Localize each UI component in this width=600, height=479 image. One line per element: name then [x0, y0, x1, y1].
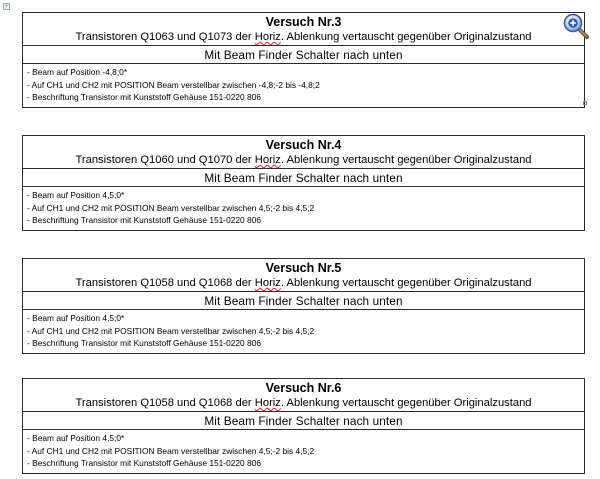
- note-line: - Auf CH1 und CH2 mit POSITION Beam verstellbar zwischen 4,5;-2 bis 4,5;2: [27, 445, 315, 456]
- header-cell: [23, 259, 585, 292]
- header-cell: [23, 379, 585, 412]
- versuch-table: [22, 378, 585, 474]
- zoom-in-icon[interactable]: [562, 12, 590, 40]
- note-line: - Beam auf Position 4,5;0*: [27, 190, 125, 200]
- block-subtitle: [23, 396, 584, 410]
- note-line: - Beschriftung Transistor mit Kunststoff Gehäuse 151-0220 806: [27, 458, 262, 468]
- subtitle-text: Transistoren Q1058 und Q1068 der: [75, 277, 255, 289]
- table-move-handle-icon[interactable]: +: [4, 3, 10, 10]
- header-cell: [23, 13, 585, 46]
- note-line: - Auf CH1 und CH2 mit POSITION Beam verstellbar zwischen 4,5;-2 bis 4,5;2: [27, 202, 315, 213]
- versuch-table: [22, 258, 585, 354]
- note-line: - Beam auf Position 4,5;0*: [27, 433, 125, 443]
- beam-finder-row: Mit Beam Finder Schalter nach unten: [23, 412, 585, 430]
- versuch-block-4: [22, 135, 585, 231]
- table-resize-handle[interactable]: [583, 101, 587, 105]
- subtitle-text: . Ablenkung vertauscht gegenüber Originalzustand: [280, 31, 532, 43]
- note-line: - Auf CH1 und CH2 mit POSITION Beam verstellbar zwischen -4,8;-2 bis -4,8;2: [27, 79, 320, 90]
- header-cell: [23, 136, 585, 169]
- subtitle-text: . Ablenkung vertauscht gegenüber Originalzustand: [280, 154, 532, 166]
- notes-cell: [23, 430, 585, 474]
- versuch-block-5: [22, 258, 585, 354]
- block-title: Versuch Nr.4: [265, 138, 342, 152]
- spellcheck-word: Horiz: [254, 397, 281, 409]
- beam-finder-row: Mit Beam Finder Schalter nach unten: [23, 46, 585, 64]
- subtitle-text: Transistoren Q1063 und Q1073 der: [75, 31, 255, 43]
- beam-finder-row: Mit Beam Finder Schalter nach unten: [23, 169, 585, 187]
- spellcheck-word: Horiz: [254, 154, 281, 166]
- note-line: - Beschriftung Transistor mit Kunststoff Gehäuse 151-0220 806: [27, 92, 262, 102]
- versuch-table: [22, 135, 585, 231]
- spellcheck-word: Horiz: [254, 277, 281, 289]
- notes-cell: [23, 187, 585, 231]
- block-subtitle: [23, 153, 584, 167]
- versuch-table: [22, 12, 585, 108]
- block-subtitle: [23, 276, 584, 290]
- block-title: Versuch Nr.3: [265, 15, 342, 29]
- subtitle-text: Transistoren Q1058 und Q1068 der: [75, 397, 255, 409]
- notes-cell: [23, 310, 585, 354]
- notes-cell: [23, 64, 585, 108]
- block-title: Versuch Nr.5: [265, 261, 342, 275]
- versuch-block-6: [22, 378, 585, 474]
- subtitle-text: . Ablenkung vertauscht gegenüber Originalzustand: [280, 277, 532, 289]
- block-subtitle: [23, 30, 584, 44]
- versuch-block-3: [22, 12, 585, 108]
- note-line: - Auf CH1 und CH2 mit POSITION Beam verstellbar zwischen 4,5;-2 bis 4,5;2: [27, 325, 315, 336]
- beam-finder-row: Mit Beam Finder Schalter nach unten: [23, 292, 585, 310]
- block-title: Versuch Nr.6: [265, 381, 342, 395]
- subtitle-text: . Ablenkung vertauscht gegenüber Originalzustand: [280, 397, 532, 409]
- subtitle-text: Transistoren Q1060 und Q1070 der: [75, 154, 255, 166]
- note-line: - Beam auf Position -4,8;0*: [27, 67, 128, 77]
- note-line: - Beschriftung Transistor mit Kunststoff Gehäuse 151-0220 806: [27, 338, 262, 348]
- spellcheck-word: Horiz: [254, 31, 281, 43]
- note-line: - Beam auf Position 4,5;0*: [27, 313, 125, 323]
- note-line: - Beschriftung Transistor mit Kunststoff Gehäuse 151-0220 806: [27, 215, 262, 225]
